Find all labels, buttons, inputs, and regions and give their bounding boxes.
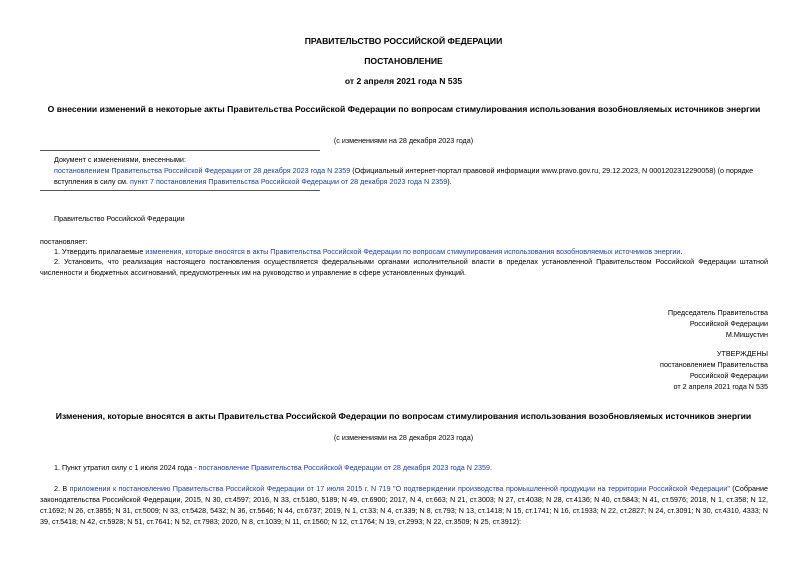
item-2-link[interactable]: приложении к постановлению Правительства Российской Федерации от 17 июля 2015 г. N 719 "О подтверждении производства промышленной продукции на территории Российской Федерации" (69, 484, 730, 493)
revisions-bottom-rule (40, 190, 320, 191)
paragraph-2: 2. Установить, что реализация настоящего постановления осуществляется федеральными органами исполнительной власти в пределах установленной Правительством Российской Федерации штатной численности и бюджетных ассигнований, предусмотренных им на руководство и управление в сфере установленных функций. (40, 257, 768, 277)
signature-line-2: Российской Федерации (689, 319, 768, 328)
signature-name: М.Мишустин (725, 330, 768, 339)
changes-item-1 (54, 462, 768, 473)
item-1-suffix: . (489, 463, 492, 472)
paragraph-1-prefix: 1. Утвердить прилагаемые (54, 247, 146, 256)
government-heading: ПРАВИТЕЛЬСТВО РОССИЙСКОЙ ФЕДЕРАЦИИ (304, 36, 503, 46)
revision-source-text: (Официальный интернет-портал правовой информации www.pravo.gov.ru, 29.12.2023, N 0001202312290058) (о порядке вступления в силу см. (54, 166, 754, 186)
revision-note: (с изменениями на 28 декабря 2023 года) (333, 136, 474, 145)
item-2-prefix: 2. В (54, 484, 70, 493)
document-type: ПОСТАНОВЛЕНИЕ (364, 56, 443, 66)
changes-item-2 (40, 483, 768, 527)
document-title: О внесении изменений в некоторые акты Правительства Российской Федерации по вопросам стимулирования использования возобновляемых источников энергии (47, 104, 761, 114)
revision-tail: ). (447, 177, 452, 186)
revisions-top-rule (40, 150, 320, 151)
approved-line-4: от 2 апреля 2021 года N 535 (673, 382, 768, 391)
revision-link-resolution[interactable]: постановлением Правительства Российской Федерации от 28 декабря 2023 года N 2359 (54, 166, 351, 175)
revision-link-point7[interactable]: пункт 7 постановления Правительства Российской Федерации от 28 декабря 2023 года N 2359 (130, 177, 448, 186)
item-1-prefix: 1. Пункт утратил силу с 1 июля 2024 года - (54, 463, 199, 472)
government-name: Правительство Российской Федерации (54, 214, 185, 223)
changes-revision-note: (с изменениями на 28 декабря 2023 года) (333, 433, 474, 442)
paragraph-1-suffix: . (680, 247, 683, 256)
item-2-suffix: (Собрание законодательства Российской Федерации, 2015, N 30, ст.4597; 2016, N 33, ст.5180, 5189; N 49, ст.6900; 2017, N 4, ст.663; N 21, ст.3003; N 27, ст.4038; N 28, ст.4136; N 40, ст.5843; N 41, ст.5976; 2018, N 1, ст.358; N 12, ст.1692; N 26, ст.3855; N 31, ст.5009; N 33, ст.5428, 5432; N 36, ст.5646; N 44, ст.6737; 2019, N 1, ст.33; N 4, ст.339; N 8, ст.793; N 13, ст.1418; N 15, ст.1741; N 16, ст.1933; N 22, ст.2827; N 24, ст.3091; N 30, ст.4310, 4333; N 39, ст.5418; N 42, ст.5928; N 51, ст.7641; N 52, ст.7983; 2020, N 8, ст.1039; N 11, ст.1560; N 12, ст.1764; N 19, ст.2993; N 22, ст.3509; N 25, ст.3912): (40, 484, 768, 526)
decides-label: постановляет: (40, 237, 88, 246)
revisions-text (54, 165, 768, 187)
changes-link[interactable]: изменения, которые вносятся в акты Правительства Российской Федерации по вопросам стимулирования использования возобновляемых источников энергии (145, 247, 681, 256)
revisions-heading: Документ с изменениями, внесенными: (54, 155, 186, 164)
item-1-link[interactable]: постановление Правительства Российской Федерации от 28 декабря 2023 года N 2359 (198, 463, 490, 472)
signature-line-1: Председатель Правительства (667, 308, 768, 317)
document-date-number: от 2 апреля 2021 года N 535 (344, 76, 463, 86)
approved-line-3: Российской Федерации (689, 371, 768, 380)
changes-title: Изменения, которые вносятся в акты Правительства Российской Федерации по вопросам стимулирования использования возобновляемых источников энергии (55, 411, 752, 421)
approved-line-1: УТВЕРЖДЕНЫ (716, 349, 768, 358)
approved-line-2: постановлением Правительства (660, 360, 768, 369)
